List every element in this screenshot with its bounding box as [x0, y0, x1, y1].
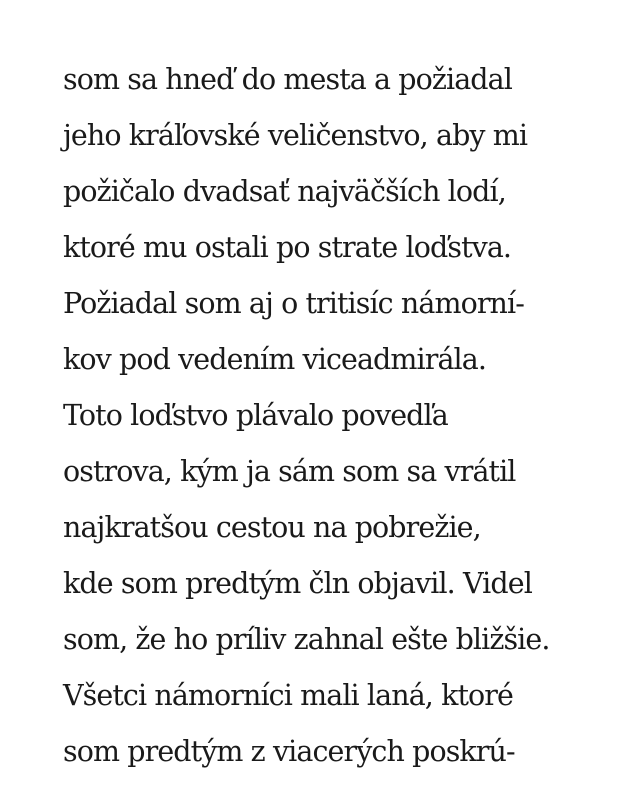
text-line-7: Toto loďstvo plávalo povedľa [63, 399, 448, 432]
text-line-3: požičalo dvadsať najväčších lodí, [63, 175, 506, 208]
text-line-13: som predtým z viacerých poskrú- [63, 735, 515, 768]
text-line-1: som sa hneď do mesta a požiadal [63, 63, 512, 96]
body-text [63, 56, 623, 784]
text-line-9: najkratšou cestou na pobrežie, [63, 511, 481, 544]
text-line-4: ktoré mu ostali po strate loďstva. [63, 231, 512, 264]
text-line-6: kov pod vedením viceadmirála. [63, 343, 487, 376]
text-line-5: Požiadal som aj o tritisíc námorní- [63, 287, 524, 320]
text-line-10: kde som predtým čln objavil. Videl [63, 567, 532, 600]
text-line-12: Všetci námorníci mali laná, ktoré [63, 679, 513, 712]
text-line-11: som, že ho príliv zahnal ešte bližšie. [63, 623, 550, 656]
text-line-8: ostrova, kým ja sám som sa vrátil [63, 455, 516, 488]
text-line-2: jeho kráľovské veličenstvo, aby mi [63, 119, 528, 152]
